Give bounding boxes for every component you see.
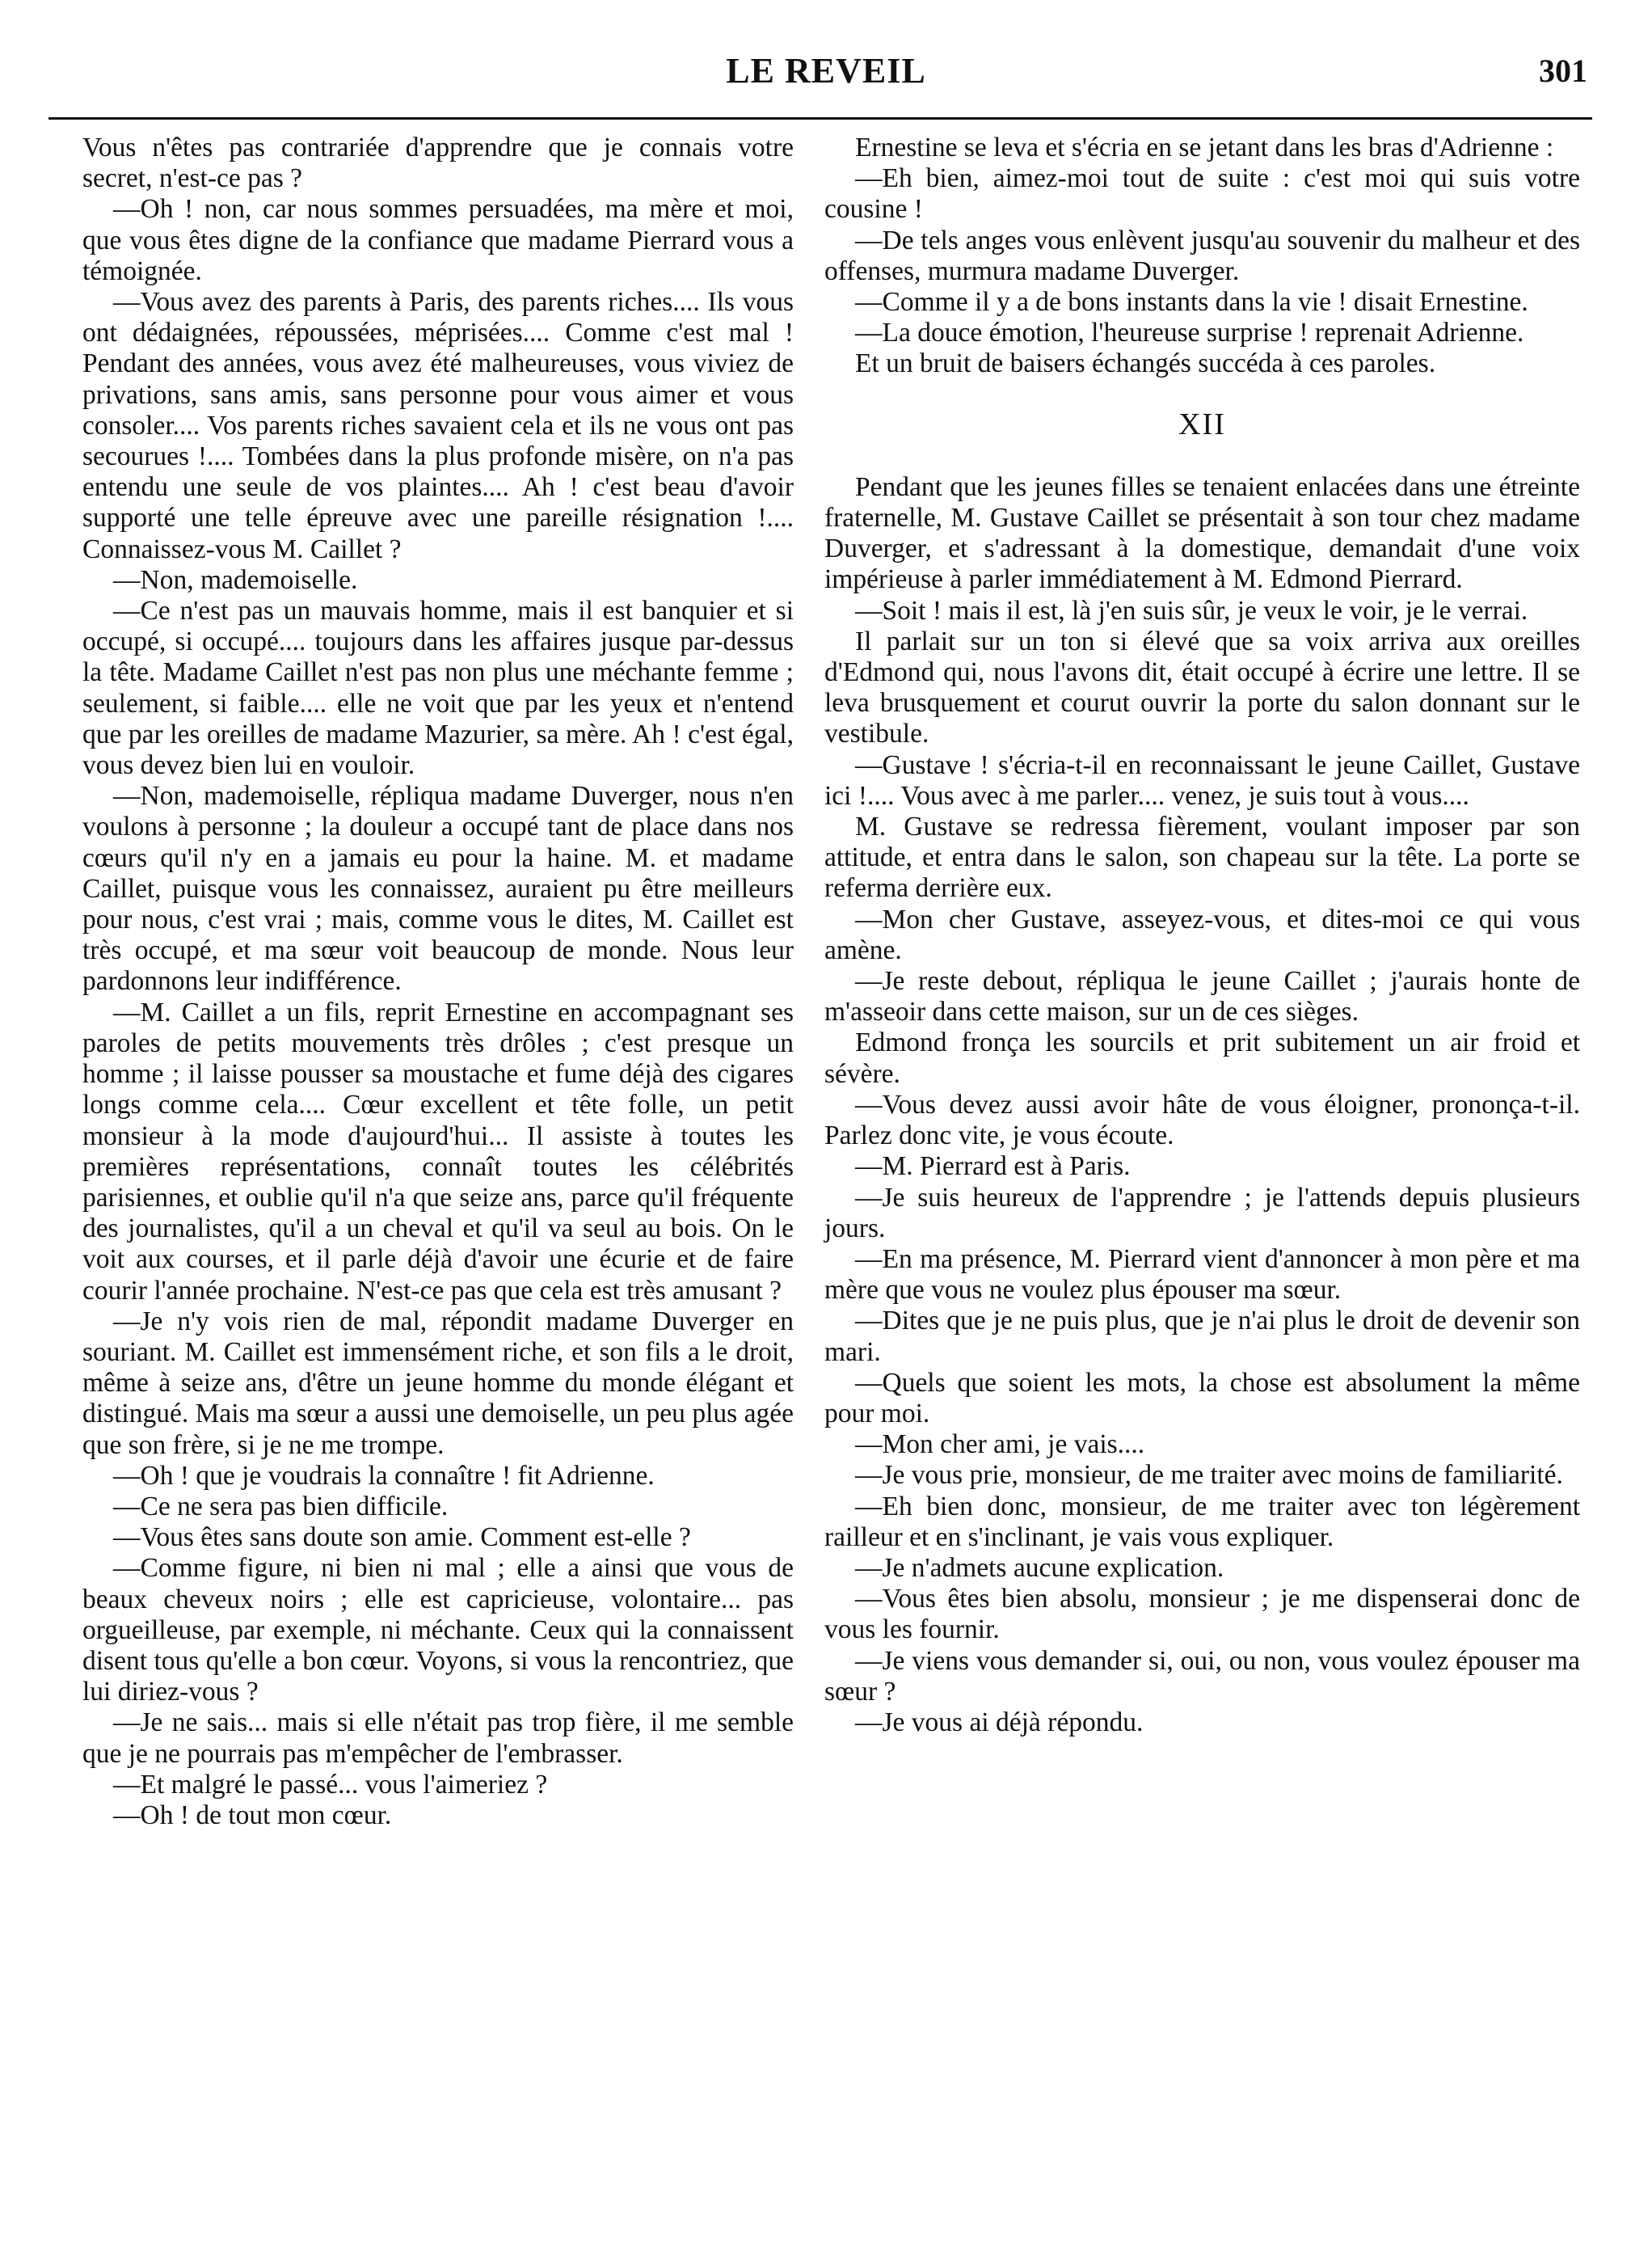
paragraph: —Vous êtes sans doute son amie. Comment est-elle ?: [113, 1522, 691, 1553]
paragraph: —Vous devez aussi avoir hâte de vous éloigner, prononça-t-il. Parlez donc vite, je vous écoute.: [824, 1089, 1580, 1151]
paragraph: —Je vous prie, monsieur, de me traiter avec moins de familiarité.: [855, 1460, 1563, 1491]
paragraph: —Eh bien, aimez-moi tout de suite : c'est moi qui suis votre cousine !: [824, 163, 1580, 225]
paragraph: —Oh ! que je voudrais la connaître ! fit Adrienne.: [113, 1460, 655, 1491]
paragraph: —Ce n'est pas un mauvais homme, mais il est banquier et si occupé, si occupé.... toujours dans les affaires jusque par-dessus la tête. Madame Caillet n'est pas non plus une méchante femme ; seulement, si faible.... elle ne voit que par les yeux et n'entend que par les oreilles de madame Mazurier, sa mère. Ah ! c'est égal, vous devez bien lui en vouloir.: [82, 596, 794, 781]
paragraph: —Soit ! mais il est, là j'en suis sûr, je veux le voir, je le verrai.: [855, 595, 1528, 626]
paragraph: —La douce émotion, l'heureuse surprise ! reprenait Adrienne.: [855, 318, 1524, 348]
page-header: [58, 50, 1594, 102]
paragraph: M. Gustave se redressa fièrement, voulant imposer par son attitude, et entra dans le salon, son chapeau sur la tête. La porte se referma derrière eux.: [824, 812, 1580, 904]
paragraph: —Mon cher ami, je vais....: [855, 1429, 1145, 1460]
paragraph: —En ma présence, M. Pierrard vient d'annoncer à mon père et ma mère que vous ne voulez plus épouser ma sœur.: [824, 1243, 1580, 1306]
paragraph: —Vous êtes bien absolu, monsieur ; je me dispenserai donc de vous les fournir.: [824, 1584, 1580, 1645]
page-number: 301: [1539, 53, 1587, 89]
paragraph: —Quels que soient les mots, la chose est absolument la même pour moi.: [824, 1367, 1580, 1428]
paragraph: —M. Caillet a un fils, reprit Ernestine en accompagnant ses paroles de petits mouvements très drôles ; c'est presque un homme ; il laisse pousser sa moustache et fume déjà des cigares longs comme cela.... Cœur excellent et tête folle, un petit monsieur à la mode d'aujourd'hui... Il assiste à toutes les premières représentations, connaît toutes les célébrités parisiennes, et oublie qu'il n'a que seize ans, parce qu'il fréquente des journalistes, qu'il a un cheval et qu'il va seul au bois. On le voit aux courses, et il parle déjà d'avoir une écurie et de faire courir l'année prochaine. N'est-ce pas que cela est très amusant ?: [82, 997, 794, 1306]
left-column: [82, 133, 794, 1831]
paragraph: —Et malgré le passé... vous l'aimeriez ?: [113, 1769, 548, 1800]
paragraph: —De tels anges vous enlèvent jusqu'au souvenir du malheur et des offenses, murmura madame Duverger.: [824, 225, 1580, 286]
paragraph: —Je reste debout, répliqua le jeune Caillet ; j'aurais honte de m'asseoir dans cette maison, sur un de ces sièges.: [824, 966, 1580, 1028]
paragraph: Edmond fronça les sourcils et prit subitement un air froid et sévère.: [824, 1028, 1580, 1089]
paragraph: —Mon cher Gustave, asseyez-vous, et dites-moi ce qui vous amène.: [824, 904, 1580, 965]
paragraph: —Je n'admets aucune explication.: [855, 1552, 1224, 1583]
paragraph: —Je vous ai déjà répondu.: [855, 1707, 1144, 1737]
journal-title: LE REVEIL: [726, 51, 926, 91]
paragraph: Il parlait sur un ton si élevé que sa voix arriva aux oreilles d'Edmond qui, nous l'avons dit, était occupé à écrire une lettre. Il se leva brusquement et courut ouvrir la porte du salon donnant sur le vestibule.: [824, 626, 1580, 749]
paragraph: —Non, mademoiselle, répliqua madame Duverger, nous n'en voulons à personne ; la douleur a occupé tant de place dans nos cœurs qu'il n'y en a jamais eu pour la haine. M. et madame Caillet, puisque vous les connaissez, auraient pu être meilleurs pour nous, c'est vrai ; mais, comme vous le dites, M. Caillet est très occupé, et ma sœur voit beaucoup de monde. Nous leur pardonnons leur indifférence.: [82, 781, 794, 997]
paragraph: —Eh bien donc, monsieur, de me traiter avec ton légèrement railleur et en s'inclinant, je vais vous expliquer.: [824, 1491, 1580, 1552]
paragraph: —Oh ! de tout mon cœur.: [113, 1800, 392, 1830]
paragraph: —Vous avez des parents à Paris, des parents riches.... Ils vous ont dédaignées, répoussées, méprisées.... Comme c'est mal ! Pendant des années, vous avez été malheureuses, vous viviez de privations, sans amis, sans personne pour vous aimer et vous consoler.... Vos parents riches savaient cela et ils ne vous ont pas secourues !.... Tombées dans la plus profonde misère, on n'a pas entendu une seule de vos plaintes.... Ah ! c'est beau d'avoir supporté une telle épreuve avec une pareille résignation !.... Connaissez-vous M. Caillet ?: [82, 287, 794, 564]
paragraph: —Non, mademoiselle.: [113, 564, 358, 595]
paragraph: —Gustave ! s'écria-t-il en reconnaissant le jeune Caillet, Gustave ici !.... Vous avec à me parler.... venez, je suis tout à vous....: [824, 749, 1580, 811]
paragraph: —Ce ne sera pas bien difficile.: [113, 1491, 449, 1521]
paragraph: Vous n'êtes pas contrariée d'apprendre que je connais votre secret, n'est-ce pas ?: [82, 133, 794, 194]
paragraph: —Dites que je ne puis plus, que je n'ai plus le droit de devenir son mari.: [824, 1306, 1580, 1367]
paragraph: —Je n'y vois rien de mal, répondit madame Duverger en souriant. M. Caillet est immensément riche, et son fils a le droit, même à seize ans, d'être un jeune homme du monde élégant et distingué. Mais ma sœur a aussi une demoiselle, un peu plus agée que son frère, si je ne me trompe.: [82, 1306, 794, 1460]
paragraph: Ernestine se leva et s'écria en se jetant dans les bras d'Adrienne :: [855, 133, 1554, 162]
paragraph: —Je ne sais... mais si elle n'était pas trop fière, il me semble que je ne pourrais pas m'empêcher de l'embrasser.: [82, 1707, 794, 1769]
paragraph: Pendant que les jeunes filles se tenaient enlacées dans une étreinte fraternelle, M. Gustave Caillet se présentait à son tour chez madame Duverger, et s'adressant à la domestique, demandait d'une voix impérieuse à parler immédiatement à M. Edmond Pierrard.: [824, 471, 1580, 595]
paragraph: —Oh ! non, car nous sommes persuadées, ma mère et moi, que vous êtes digne de la confiance que madame Pierrard vous a témoignée.: [82, 194, 794, 286]
chapter-heading: XII: [1178, 407, 1226, 441]
paragraph: —Comme il y a de bons instants dans la vie ! disait Ernestine.: [855, 287, 1528, 318]
paragraph: Et un bruit de baisers échangés succéda à ces paroles.: [855, 348, 1436, 379]
right-column: [824, 133, 1580, 1738]
header-rule: [48, 117, 1592, 120]
paragraph: —Je viens vous demander si, oui, ou non, vous voulez épouser ma sœur ?: [824, 1645, 1580, 1707]
paragraph: —Je suis heureux de l'apprendre ; je l'attends depuis plusieurs jours.: [824, 1182, 1580, 1243]
paragraph: —M. Pierrard est à Paris.: [855, 1151, 1131, 1182]
paragraph: —Comme figure, ni bien ni mal ; elle a ainsi que vous de beaux cheveux noirs ; elle est capricieuse, volontaire... pas orgueilleuse, par exemple, ni méchante. Ceux qui la connaissent disent tous qu'elle a bon cœur. Voyons, si vous la rencontriez, que lui diriez-vous ?: [82, 1553, 794, 1707]
